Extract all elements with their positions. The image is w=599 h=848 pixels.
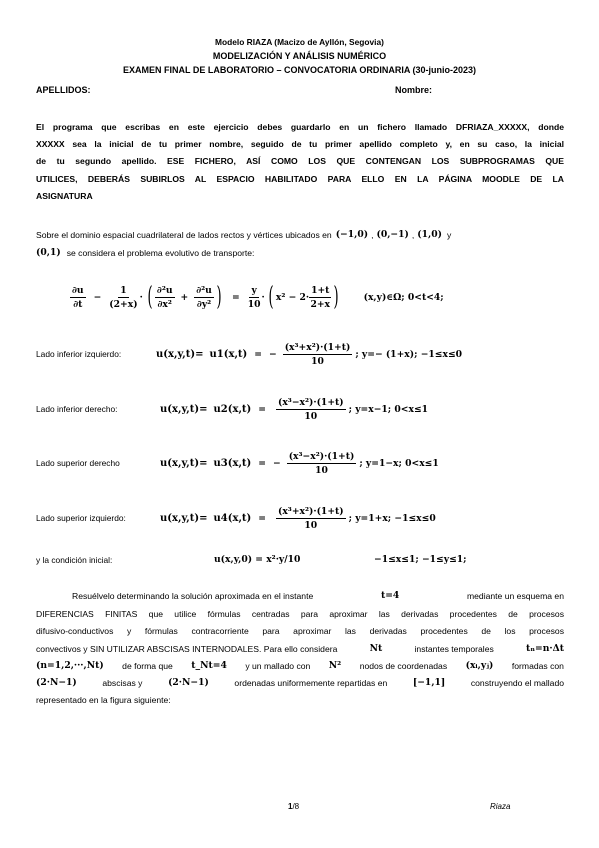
bc-tail-2: ; y=x−1; 0<x≤1 (348, 403, 429, 415)
bc-eq-1: = (254, 348, 262, 360)
bc-den-3: 10 (315, 464, 328, 476)
vertex-4: (0,1) (36, 247, 61, 258)
bc-tail-3: ; y=1−x; 0<x≤1 (359, 457, 439, 469)
bc-eq-2: = (258, 403, 266, 415)
bc-lhs-4: u(x,y,t)= (160, 512, 208, 524)
final-line-3: difusivo-conductivos y fórmulas contracorriente para aproximar las derivadas procedentes de los procesos (36, 626, 564, 637)
pde-dx2: ∂x² (157, 298, 172, 310)
final-line-6 (36, 676, 564, 690)
final-l4a: convectivos y SIN UTILIZAR ABSCISAS INTERNODALES. Para ello considera (36, 643, 338, 654)
bc-eq-3: = (258, 457, 266, 469)
final-l4b: instantes temporales (414, 643, 494, 654)
domain-tail: se considera el problema evolutivo de transporte: (66, 248, 255, 258)
vertex-2: (0,−1) (376, 229, 409, 240)
bc-label-3: Lado superior derecho (36, 458, 120, 468)
bc-num-3: (x³−x²)·(1+t) (288, 450, 355, 462)
bc-fn-1: u1(x,t) (209, 348, 248, 360)
initial-condition-row (36, 554, 467, 565)
final-line-2: DIFERENCIAS FINITAS que utilice fórmulas centradas para aproximar las derivadas procedentes de procesos (36, 609, 564, 620)
final-l6f: construyendo el mallado (470, 678, 564, 689)
final-l5b: de forma que (122, 660, 173, 671)
pde-dy2: ∂y² (196, 298, 212, 310)
apellidos-label: APELLIDOS: (36, 85, 91, 95)
pde-du: ∂u (72, 284, 84, 296)
final-paragraph (36, 589, 564, 707)
instructions-line-1: El programa que escribas en este ejercicio debes guardarlo en un fichero llamado DFRIAZA_XXXXX, donde (36, 122, 564, 132)
bc-lhs-2: u(x,y,t)= (160, 403, 208, 415)
nombre-label: Nombre: (395, 85, 433, 95)
instructions-line-5: ASIGNATURA (36, 190, 93, 201)
bc-label-4: Lado superior izquierdo: (36, 513, 126, 523)
bc-fn-3: u3(x,t) (213, 457, 252, 469)
bc-row-1 (36, 337, 462, 371)
bc-label-1: Lado inferior izquierdo: (36, 349, 122, 359)
page-num-current: 1 (288, 802, 293, 811)
bc-fn-4: u4(x,t) (213, 512, 252, 524)
final-line-1 (36, 589, 564, 603)
instructions-block (36, 120, 564, 203)
pde-minus: − (93, 291, 102, 303)
pde-dot: · (139, 291, 143, 303)
pde-eq: = (232, 291, 240, 303)
instructions-line-4: UTILICES, DEBERÁS SUBIRLOS AL ESPACIO HABILITADO PARA ELLO EN LA PÁGINA MOODLE DE LA (36, 173, 564, 184)
pde-equation: $\frac{\partial u}{\partial t}$ − $\frac{1}{(2+x)}$ · ( $\frac{\text{∂²u}}{\text{∂x²}}$ + $\frac{\text{∂²u}}{\text{∂y²}}$ ) = $\frac{y}{10}$ · ( x² − 2· $\frac{1+t}{2+x}$ ) (x,y)∈Ω; 0<t<4; (72, 282, 444, 312)
bc-num-4: (x³+x²)·(1+t) (277, 505, 344, 517)
pde-dt: ∂t (73, 298, 83, 310)
final-l5e: N² (328, 659, 342, 671)
final-l5d: y un mallado con (245, 660, 311, 671)
bc-lhs-3: u(x,y,t)= (160, 457, 208, 469)
instructions-line-3: de tu segundo apellido. ESE FICHERO, ASÍ COMO LOS QUE CONTENGAN LOS SUBPROGRAMAS QUE (36, 156, 564, 167)
pde-d2u-2: ∂²u (196, 284, 212, 296)
vertex-3: (1,0) (417, 229, 442, 240)
bc-num-1: (x³+x²)·(1+t) (284, 341, 351, 353)
domain-line-2 (36, 246, 254, 260)
bc-label-2: Lado inferior derecho: (36, 404, 118, 414)
final-line-7: representado en la figura siguiente: (36, 695, 171, 706)
final-l5c: t_Nt=4 (191, 659, 227, 671)
bc-eq-4: = (258, 512, 266, 524)
domain-and: y (446, 230, 452, 240)
bc-den-4: 10 (304, 519, 318, 531)
bc-row-3 (36, 446, 439, 480)
initial-formula: u(x,y,0) = x²·y/10 (214, 554, 301, 565)
pde-inner-left: x² − 2· (275, 291, 310, 303)
final-l1b: mediante un esquema en (466, 591, 564, 601)
pde-domain: (x,y)∈Ω; 0<t<4; (363, 291, 444, 303)
pde-onept: 1+t (311, 284, 330, 296)
pde-ten: 10 (247, 298, 261, 310)
final-l1a: Resuélvelo determinando la solución aproximada en el instante (72, 591, 314, 601)
bc-tail-4: ; y=1+x; −1≤x≤0 (348, 512, 436, 524)
final-l6c: (2·N−1) (168, 677, 209, 689)
pde-d2u-1: ∂²u (156, 284, 173, 296)
page-number (288, 802, 299, 811)
bc-num-2: (x³−x²)·(1+t) (277, 396, 344, 408)
bc-den-2: 10 (304, 410, 318, 422)
course-title: MODELIZACIÓN Y ANÁLISIS NUMÉRICO (212, 51, 387, 61)
footer-author: Riaza (490, 802, 511, 811)
bc-den-1: 10 (311, 355, 324, 367)
bc-lhs-1: u(x,y,t)= (156, 348, 204, 360)
domain-intro: Sobre el dominio espacial cuadrilateral de lados rectos y vértices ubicados en (36, 230, 332, 240)
final-l6a: (2·N−1) (36, 677, 77, 689)
pde-twopx: 2+x (310, 298, 331, 310)
final-l6d: ordenadas uniformemente repartidas en (234, 678, 388, 689)
bc-fn-2: u2(x,t) (213, 403, 252, 415)
bc-sign-3: − (272, 457, 281, 469)
bc-sign-1: − (268, 348, 277, 360)
final-l6b: abscisas y (102, 678, 143, 689)
pde-denom: (2+x) (109, 298, 138, 310)
final-l4f: tₙ=n·Δt (526, 642, 564, 654)
domain-line-1: Sobre el dominio espacial cuadrilateral de lados rectos y vértices ubicados en (−1,0) , (0,−1) , (1,0) y (36, 228, 451, 242)
final-l6e: [−1,1] (412, 677, 446, 689)
final-l4nt: Nt (369, 642, 383, 654)
final-line-5 (36, 659, 564, 673)
bc-tail-1: ; y=− (1+x); −1≤x≤0 (355, 348, 463, 360)
exam-title: EXAMEN FINAL DE LABORATORIO – CONVOCATORIA ORDINARIA (30-junio-2023) (122, 65, 477, 75)
model-title: Modelo RIAZA (Macizo de Ayllón, Segovia) (215, 37, 384, 47)
final-l5g: (xᵢ,yⱼ) (465, 659, 494, 671)
instructions-line-2: XXXXX sea la inicial de tu primer nombre, seguido de tu primer apellido completo y, en su caso, la inicial (36, 139, 564, 150)
final-l5a: (n=1,2,···,Nt) (36, 659, 104, 671)
bc-row-4 (36, 501, 436, 535)
page-num-total: /8 (292, 802, 300, 811)
final-l1t: t=4 (380, 590, 400, 601)
final-l5h: formadas con (511, 660, 564, 671)
pde-one: 1 (120, 284, 127, 296)
final-l5f: nodos de coordenadas (359, 660, 448, 671)
initial-label: y la condición inicial: (36, 554, 113, 565)
initial-range: −1≤x≤1; −1≤y≤1; (374, 554, 467, 565)
pde-plus: + (180, 291, 189, 303)
final-line-4 (36, 642, 564, 656)
pde-y: y (251, 284, 257, 296)
bc-row-2 (36, 392, 428, 426)
vertex-1: (−1,0) (335, 229, 369, 240)
